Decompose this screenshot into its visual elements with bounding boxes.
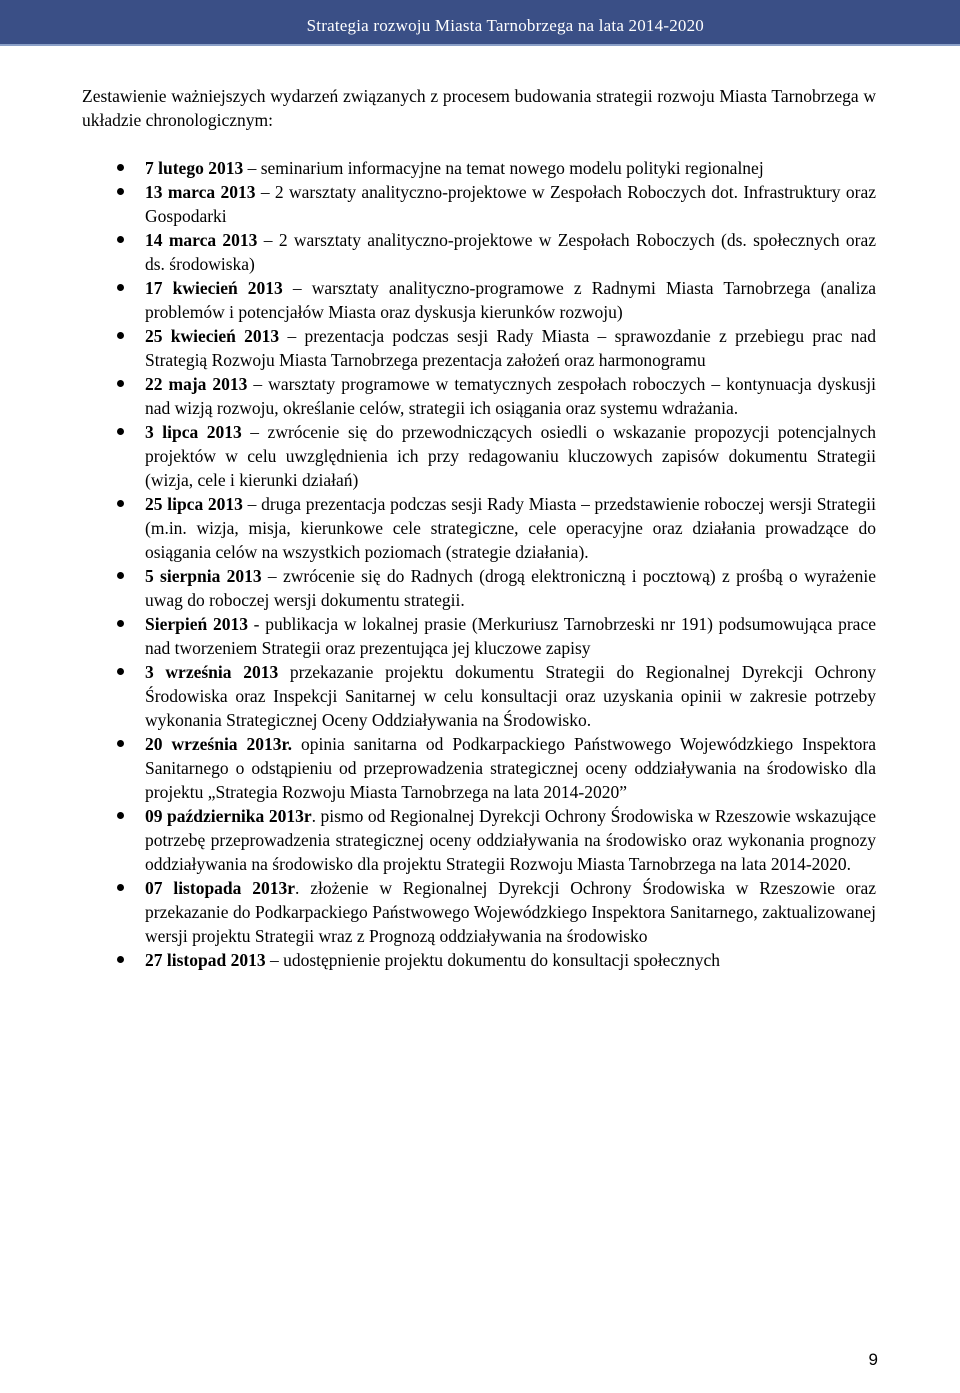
bullet-icon [117, 380, 124, 387]
list-item [82, 660, 876, 732]
event-text: – zwrócenie się do przewodniczących osiedli o wskazanie propozycji potencjalnych projektów w celu uwzględnienia ich przy redagowaniu kluczowych zapisów dokumentu Strategii (wizja, cele i kierunki działań) [145, 422, 876, 490]
event-text: . złożenie w Regionalnej Dyrekcji Ochrony Środowiska w Rzeszowie oraz przekazanie do Podkarpackiego Państwowego Wojewódzkiego Inspektora Sanitarnego, zaktualizowanej wersji projektu Strategii wraz z Prognozą oddziaływania na środowisko [145, 878, 876, 946]
event-date: 5 sierpnia 2013 [145, 566, 262, 586]
document-body [82, 84, 876, 972]
bullet-icon [117, 740, 124, 747]
bullet-icon [117, 956, 124, 963]
event-date: Sierpień 2013 [145, 614, 248, 634]
page-header [0, 0, 960, 46]
event-text: – seminarium informacyjne na temat nowego modelu polityki regionalnej [243, 158, 764, 178]
bullet-icon [117, 884, 124, 891]
bullet-icon [117, 812, 124, 819]
list-item [82, 948, 876, 972]
event-date: 3 lipca 2013 [145, 422, 242, 442]
bullet-icon [117, 284, 124, 291]
event-date: 14 marca 2013 [145, 230, 258, 250]
bullet-icon [117, 164, 124, 171]
bullet-icon [117, 428, 124, 435]
event-text: – zwrócenie się do Radnych (drogą elektroniczną i pocztową) z prośbą o wyrażenie uwag do roboczej wersji dokumentu strategii. [145, 566, 876, 610]
event-text: – udostępnienie projektu dokumentu do konsultacji społecznych [265, 950, 720, 970]
bullet-icon [117, 668, 124, 675]
event-date: 17 kwiecień 2013 [145, 278, 283, 298]
event-date: 20 września 2013r. [145, 734, 293, 754]
list-item [82, 372, 876, 420]
page-number: 9 [868, 1350, 878, 1369]
event-date: 7 lutego 2013 [145, 158, 244, 178]
bullet-icon [117, 500, 124, 507]
event-text: przekazanie projektu dokumentu Strategii do Regionalnej Dyrekcji Ochrony Środowiska oraz Inspekcji Sanitarnej w celu konsultacji oraz uzyskania opinii w zakresie potrzeby wykonania Strategicznej Oceny Oddziaływania na Środowisko. [145, 662, 876, 730]
event-text: – 2 warsztaty analityczno-projektowe w Zespołach Roboczych (ds. społecznych oraz ds. środowiska) [145, 230, 877, 274]
list-item [82, 420, 876, 492]
event-text: - publikacja w lokalnej prasie (Merkuriusz Tarnobrzeski nr 191) podsumowująca prace nad tworzeniem Strategii oraz prezentująca jej kluczowe zapisy [145, 614, 876, 658]
list-item [82, 276, 876, 324]
list-item [82, 732, 876, 804]
event-text: – prezentacja podczas sesji Rady Miasta – sprawozdanie z przebiegu prac nad Strategią Rozwoju Miasta Tarnobrzega prezentacja założeń oraz harmonogramu [145, 326, 877, 370]
events-list [82, 156, 876, 972]
event-date: 07 listopada 2013r [145, 878, 296, 898]
bullet-icon [117, 188, 124, 195]
bullet-icon [117, 572, 124, 579]
event-date: 25 lipca 2013 [145, 494, 243, 514]
event-date: 22 maja 2013 [145, 374, 248, 394]
event-text: . pismo od Regionalnej Dyrekcji Ochrony Środowiska w Rzeszowie wskazujące potrzebę przeprowadzenia strategicznej oceny oddziaływania na środowisko oraz wykonania prognozy oddziaływania na środowisko dla projektu Strategii Rozwoju Miasta Tarnobrzega na lata 2014-2020. [145, 806, 876, 874]
event-text: – 2 warsztaty analityczno-projektowe w Zespołach Roboczych dot. Infrastruktury oraz Gospodarki [145, 182, 876, 226]
event-date: 27 listopad 2013 [145, 950, 266, 970]
event-date: 13 marca 2013 [145, 182, 256, 202]
list-item [82, 804, 876, 876]
bullet-icon [117, 332, 124, 339]
list-item [82, 324, 876, 372]
list-item [82, 180, 876, 228]
list-item [82, 564, 876, 612]
event-date: 3 września 2013 [145, 662, 279, 682]
intro-paragraph: Zestawienie ważniejszych wydarzeń związanych z procesem budowania strategii rozwoju Miasta Tarnobrzega w układzie chronologicznym: [82, 86, 876, 130]
event-text: – druga prezentacja podczas sesji Rady Miasta – przedstawienie roboczej wersji Strategii (m.in. wizja, misja, kierunkowe cele strategiczne, cele operacyjne oraz działania prowadzące do osiągania celów na wszystkich poziomach (strategie działania). [145, 494, 876, 562]
header-title: Strategia rozwoju Miasta Tarnobrzega na lata 2014-2020 [306, 16, 704, 35]
event-text: opinia sanitarna od Podkarpackiego Państwowego Wojewódzkiego Inspektora Sanitarnego o odstąpieniu od przeprowadzenia strategicznej oceny oddziaływania na środowisko dla projektu „Strategia Rozwoju Miasta Tarnobrzega na lata 2014-2020” [145, 734, 876, 802]
event-text: – warsztaty analityczno-programowe z Radnymi Miasta Tarnobrzega (analiza problemów i potencjałów Miasta oraz dyskusja kierunków rozwoju) [145, 278, 876, 322]
event-date: 25 kwiecień 2013 [145, 326, 280, 346]
bullet-icon [117, 236, 124, 243]
list-item [82, 876, 876, 948]
event-text: – warsztaty programowe w tematycznych zespołach roboczych – kontynuacja dyskusji nad wizją rozwoju, określanie celów, strategii ich osiągania oraz systemu wdrażania. [145, 374, 877, 418]
list-item [82, 492, 876, 564]
list-item [82, 228, 876, 276]
list-item [82, 156, 876, 180]
bullet-icon [117, 620, 124, 627]
list-item [82, 612, 876, 660]
event-date: 09 października 2013r [145, 806, 312, 826]
